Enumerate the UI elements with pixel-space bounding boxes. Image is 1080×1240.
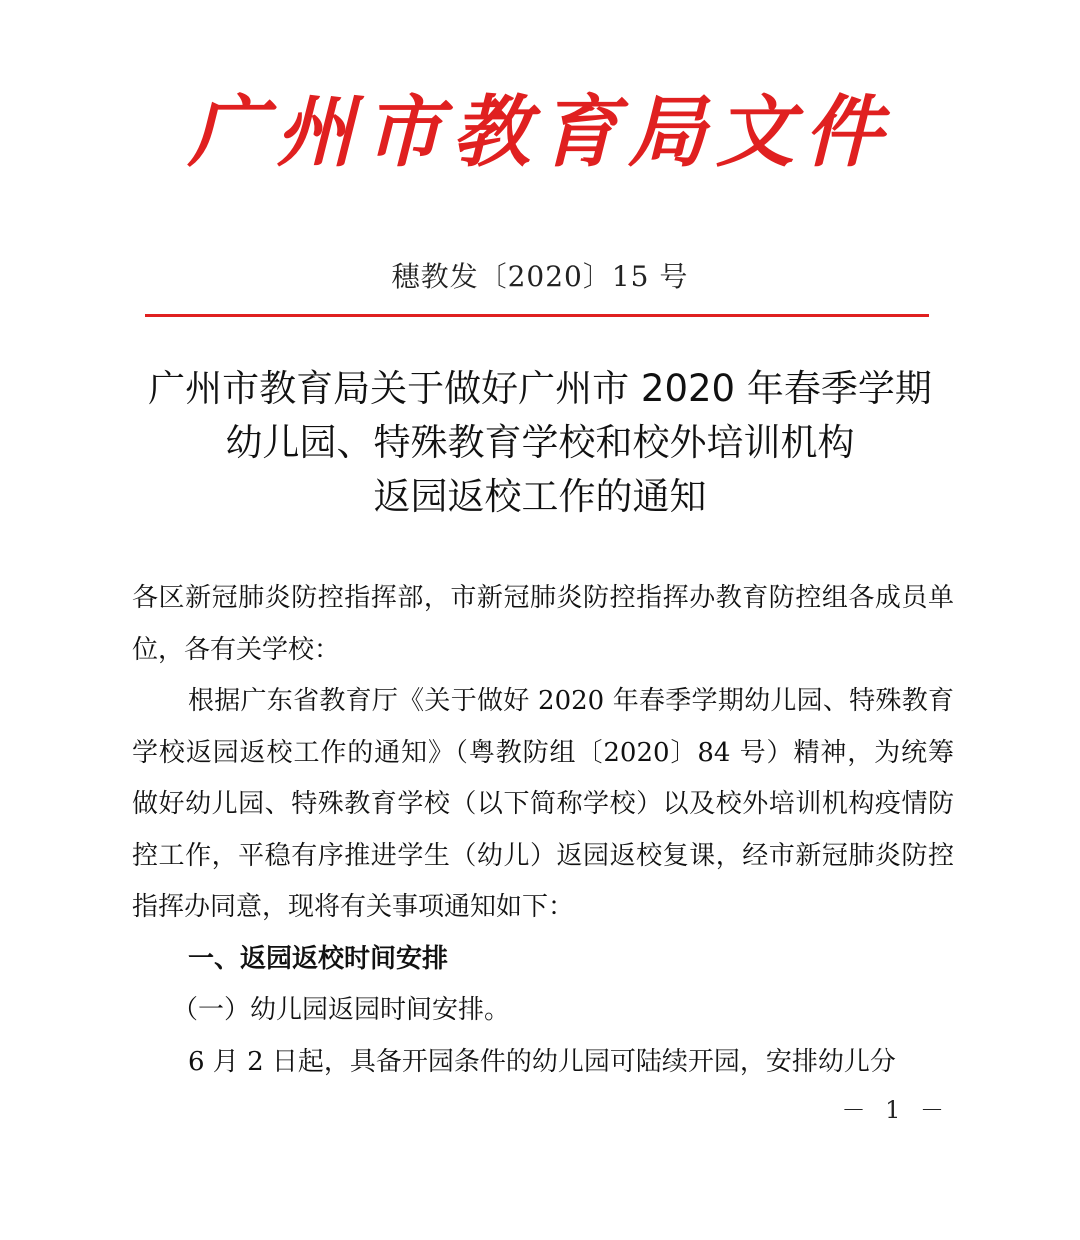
title-line-2: 幼儿园、特殊教育学校和校外培训机构 — [225, 421, 855, 464]
addressee-paragraph: 各区新冠肺炎防控指挥部，市新冠肺炎防控指挥办教育防控组各成员单位，各有关学校： — [132, 583, 954, 665]
document-body — [132, 573, 954, 1088]
title-line-1: 广州市教育局关于做好广州市 2020 年春季学期 — [148, 367, 932, 410]
body-paragraph-2: 6 月 2 日起，具备开园条件的幼儿园可陆续开园，安排幼儿分 — [188, 1046, 896, 1077]
subsection-heading-1: （一）幼儿园返园时间安排。 — [172, 995, 511, 1025]
page-number: － 1 － — [841, 1096, 950, 1124]
title-line-3: 返园返校工作的通知 — [373, 475, 707, 518]
body-paragraph-1: 根据广东省教育厅《关于做好 2020 年春季学期幼儿园、特殊教育学校返园返校工作的通知》（粤教防组〔2020〕84 号）精神，为统筹做好幼儿园、特殊教育学校（以下简称学校）以及校外培训机构疫情防控工作，平稳有序推进学生（幼儿）返园返校复课，经市新冠肺炎防控指挥办同意，现将有关事项通知如下： — [132, 686, 954, 922]
masthead-title: 广州市教育局文件 — [187, 87, 892, 178]
red-divider-line — [145, 314, 929, 317]
notice-title — [40, 362, 1040, 524]
section-heading-1: 一、返园返校时间安排 — [188, 943, 449, 974]
document-number: 穗教发〔2020〕15 号 — [391, 260, 689, 293]
